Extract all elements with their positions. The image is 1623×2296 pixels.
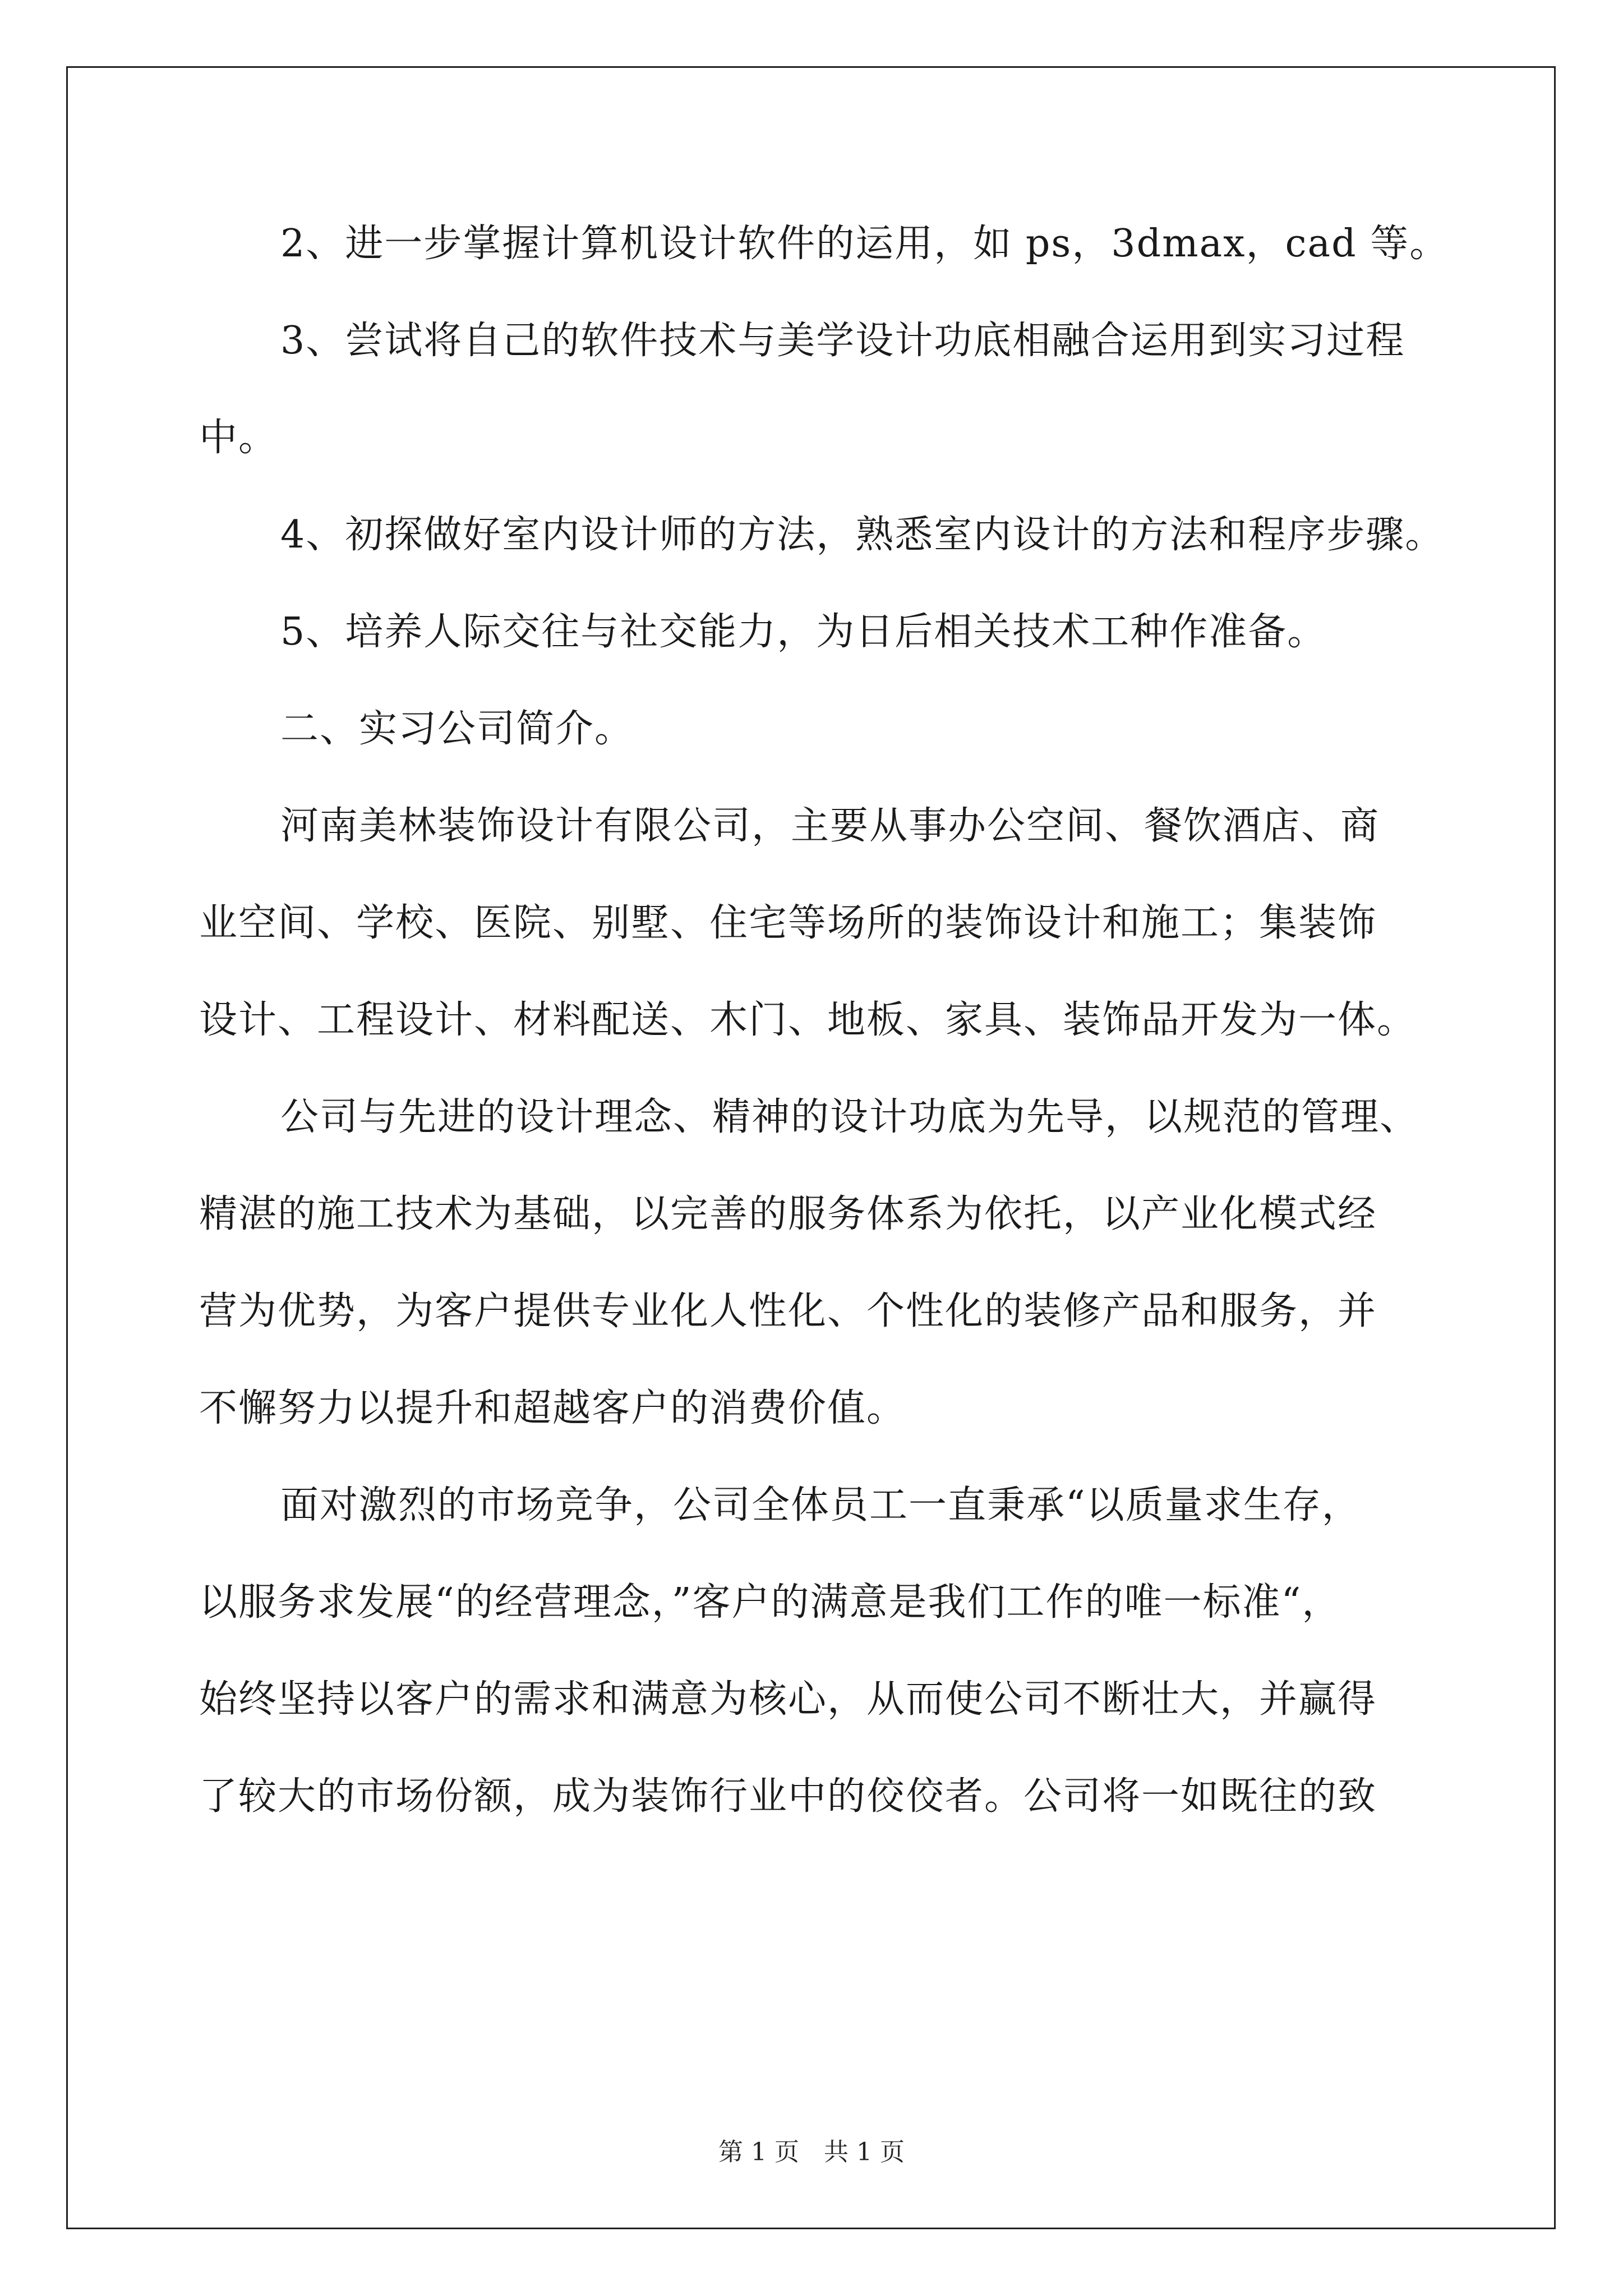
document-body bbox=[199, 219, 1449, 1869]
paragraph-line: 了较大的市场份额，成为装饰行业中的佼佼者。公司将一如既往的致 bbox=[199, 1774, 1377, 1819]
paragraph-line: 设计、工程设计、材料配送、木门、地板、家具、装饰品开发为一体。 bbox=[199, 998, 1417, 1042]
paragraph-line: 4、初探做好室内设计师的方法，熟悉室内设计的方法和程序步骤。 bbox=[280, 513, 1445, 557]
paragraph-line: 精湛的施工技术为基础，以完善的服务体系为依托，以产业化模式经 bbox=[199, 1192, 1377, 1236]
page-total: 共 1 页 bbox=[824, 2138, 905, 2166]
paragraph-line: 河南美林装饰设计有限公司，主要从事办公空间、餐饮酒店、商 bbox=[280, 804, 1380, 848]
paragraph-line: 始终坚持以客户的需求和满意为核心，从而使公司不断壮大，并赢得 bbox=[199, 1677, 1377, 1722]
paragraph-line: 以服务求发展“的经营理念，”客户的满意是我们工作的唯一标准“， bbox=[199, 1580, 1341, 1625]
paragraph-line: 面对激烈的市场竞争，公司全体员工一直秉承“以质量求生存， bbox=[280, 1483, 1361, 1527]
paragraph-line: 不懈努力以提升和超越客户的消费价值。 bbox=[199, 1386, 906, 1430]
paragraph-line: 营为优势，为客户提供专业化人性化、个性化的装修产品和服务，并 bbox=[199, 1289, 1377, 1333]
paragraph-line: 5、培养人际交往与社交能力，为日后相关技术工种作准备。 bbox=[280, 610, 1327, 654]
page-footer bbox=[0, 2132, 1623, 2168]
section-heading: 二、实习公司简介。 bbox=[280, 707, 634, 751]
paragraph-line: 公司与先进的设计理念、精神的设计功底为先导，以规范的管理、 bbox=[280, 1095, 1419, 1139]
paragraph-line: 3、尝试将自己的软件技术与美学设计功底相融合运用到实习过程 bbox=[280, 319, 1405, 363]
paragraph-line: 2、进一步掌握计算机设计软件的运用，如 ps，3dmax，cad 等。 bbox=[280, 222, 1449, 266]
paragraph-line: 中。 bbox=[199, 416, 278, 460]
page-number: 第 1 页 bbox=[718, 2138, 799, 2166]
paragraph-line: 业空间、学校、医院、别墅、住宅等场所的装饰设计和施工；集装饰 bbox=[199, 901, 1377, 945]
